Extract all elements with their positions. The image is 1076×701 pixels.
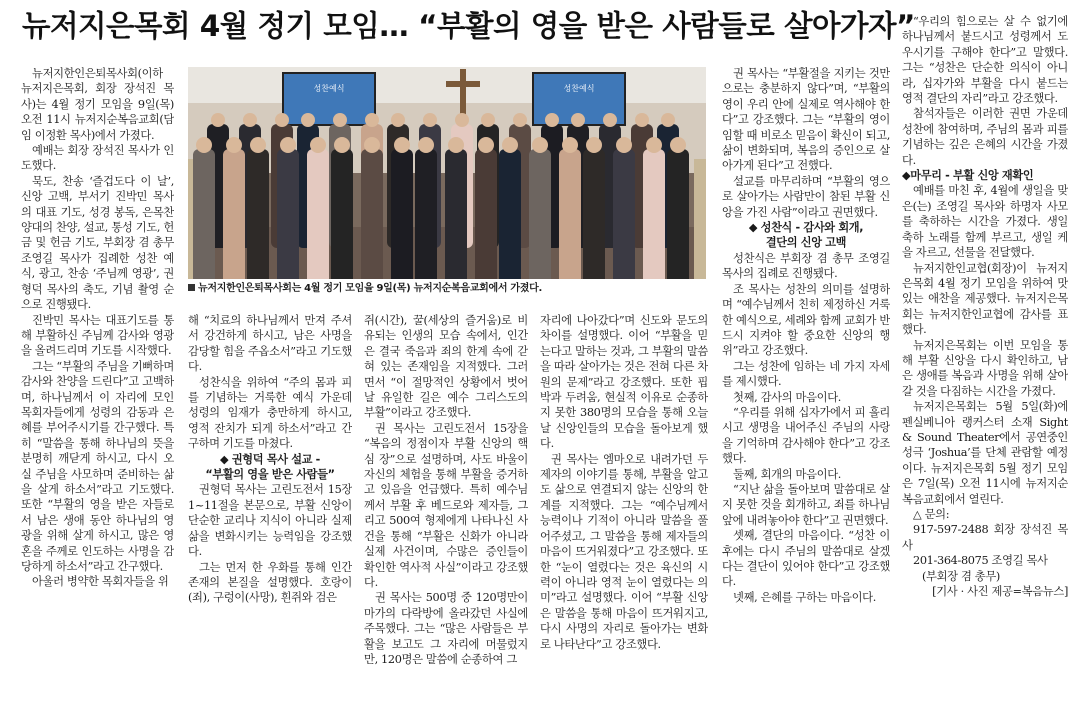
person-head <box>513 113 527 127</box>
article-paragraph: 권 목사는 500명 중 120명만이 마가의 다락방에 올라갔던 사실에 주목했다. 그는 “많은 사람들은 부활을 보고도 그 자리에 머물렀지만, 120명은 말씀에 순종하여 그 <box>364 591 528 666</box>
article-paragraph: 그는 먼저 한 우화를 통해 인간 존재의 본질을 설명했다. 호랑이(죄), 구렁이(사망), 흰쥐와 검은 <box>188 560 352 605</box>
article-paragraph: 권형덕 목사는 고린도전서 15장 1~11절을 본문으로, 부활 신앙이 단순한 교리나 지식이 아니라 실제 삶을 변화시키는 능력임을 강조했다. <box>188 483 352 559</box>
caption-square-icon <box>188 284 195 291</box>
person-head <box>571 113 585 127</box>
person-head <box>310 137 326 153</box>
photo-caption-text: 뉴저지한인은퇴목사회는 4월 정기 모임을 9일(목) 뉴저지순복음교회에서 가졌다. <box>198 283 542 294</box>
person-figure <box>445 149 467 279</box>
person-head <box>616 137 632 153</box>
screen-left-text: 성찬예식 <box>313 84 345 93</box>
article-paragraph: (부회장 겸 총무) <box>922 569 1000 583</box>
article-paragraph: 성찬식은 부회장 겸 총무 조영길 목사의 집례로 진행됐다. <box>722 251 890 281</box>
person-head <box>448 137 464 153</box>
article-paragraph: “지난 삶을 돌아보며 말씀대로 살지 못한 것을 회개하고, 죄를 하나님 앞에 내려놓아야 한다”고 권면했다. <box>722 482 890 527</box>
article-paragraph: “우리를 위해 십자가에서 피 흘리시고 생명을 내어주신 주님의 사랑을 기억하며 감사해야 한다”고 강조했다. <box>722 405 890 466</box>
person-head <box>301 113 315 127</box>
article-paragraph: 첫째, 감사의 마음이다. <box>733 390 842 404</box>
person-figure <box>475 149 497 279</box>
article-paragraph: 예배는 회장 장석진 목사가 인도했다. <box>21 144 174 173</box>
article-paragraph: 넷째, 은혜를 구하는 마음이다. <box>733 590 876 604</box>
person-head <box>243 113 257 127</box>
person-figure <box>583 149 605 279</box>
article-paragraph: 예배를 마친 후, 4월에 생일을 맞은(는) 조영길 목사와 하명자 사모를 축하하는 시간을 가졌다. 생일 축하 노래를 함께 부르고, 생일 케 을 자르고, 선물을 전달했다. <box>902 184 1068 260</box>
person-head <box>226 137 242 153</box>
person-head <box>280 137 296 153</box>
person-head <box>562 137 578 153</box>
article-column-3 <box>364 313 528 698</box>
person-head <box>635 113 649 127</box>
article-paragraph: 아울러 병약한 목회자들을 위 <box>32 575 169 589</box>
article-paragraph: 둘째, 회개의 마음이다. <box>733 467 842 481</box>
section-subheading: 결단의 신앙 고백 <box>765 236 847 250</box>
person-head <box>455 113 469 127</box>
person-figure <box>529 149 551 279</box>
projection-screen-left <box>283 73 375 125</box>
person-figure <box>643 149 665 279</box>
person-head <box>391 113 405 127</box>
person-figure <box>391 149 413 279</box>
screen-right-text: 성찬예식 <box>563 84 595 93</box>
article-paragraph: 자리에 나아갔다”며 신도와 문도의 차이를 설명했다. 이어 “부활을 믿는다고 말하는 것과, 그 부활의 말씀을 따라 살아가는 것은 전혀 다른 차원의 문제”라고 강조했다. 또한 핍박과 두려움, 현실적 이유로 순종하지 못한 380명의 모습을 통해 오늘날 신앙인들의 모습을 돌아보게 했다. <box>540 314 708 451</box>
article-paragraph: 201-364-8075 조영길 목사 <box>913 554 1048 568</box>
person-head <box>502 137 518 153</box>
article-paragraph: 그는 “부활의 주님을 기뻐하며 감사와 찬양을 드린다”고 고백하며, 하나님께서 이 자리에 모인 목회자들에게 성령의 감동과 은혜를 부어주시기를 간구했다. 특히 “말씀을 통해 하나님의 뜻을 분명히 깨닫게 하시고, 다시 오실 주님을 사모하며 준비하는 삶을 살게 하소서”라고 기도했다. 또한 “부활의 영을 받은 자들로서 남은 생애 동안 하나님의 영광을 위해 살게 하시고, 많은 영혼을 주께로 인도하는 사명을 감당하게 하소서”라고 간구했다. <box>21 359 174 573</box>
article-paragraph: 참석자들은 이러한 권면 가운데 성찬에 참여하며, 주님의 몸과 피를 기념하는 깊은 은혜의 시간을 가졌다. <box>902 107 1068 167</box>
person-figure <box>307 149 329 279</box>
person-head <box>670 137 686 153</box>
person-head <box>646 137 662 153</box>
person-head <box>586 137 602 153</box>
person-head <box>532 137 548 153</box>
person-head <box>418 137 434 153</box>
article-paragraph: 뉴저지한인은퇴목사회(이하 뉴저지은목회, 회장 장석진 목사)는 4월 정기 모임을 9일(목) 오전 11시 뉴저지순복음교회(담임 이정환 목사)에서 가졌다. <box>21 67 174 142</box>
person-figure <box>667 149 689 279</box>
section-subheading: ◆마무리 - 부활 신앙 재확인 <box>902 169 1034 183</box>
article-paragraph: [기사 · 사진 제공=복음뉴스] <box>932 585 1068 599</box>
article-paragraph: “우리의 힘으로는 살 수 없기에 하나님께서 붙드시고 성령께서 도우시기를 구해야 한다”고 말했다. 그는 “성찬은 단순한 의식이 아니라, 십자가와 부활을 다시 붙드는 영적 결단의 자리”라고 강조했다. <box>902 15 1068 106</box>
article-headline: 뉴저지은목회 4월 정기 모임… “부활의 영을 받은 사람들로 살아가자” <box>22 9 915 43</box>
person-head <box>196 137 212 153</box>
person-figure <box>331 149 353 279</box>
article-column-2 <box>188 313 352 698</box>
person-head <box>364 137 380 153</box>
person-figure <box>499 149 521 279</box>
article-paragraph: 성찬식을 위하여 “주의 몸과 피를 기념하는 거룩한 예식 가운데 성령의 임재가 충만하게 하시고, 영적 잔치가 되게 하소서”라고 간구하며 기도를 마쳤다. <box>188 375 352 451</box>
person-head <box>334 137 350 153</box>
person-head <box>481 113 495 127</box>
article-paragraph: 917-597-2488 회장 장석진 목사 <box>902 523 1068 552</box>
article-photo <box>188 67 706 279</box>
article-paragraph: 권 목사는 엠마오로 내려가던 두 제자의 이야기를 통해, 부활을 알고도 삶으로 연결되지 않는 신앙의 한계를 지적했다. 그는 “예수님께서 능력이나 기적이 아니라 말씀을 풀어주셨고, 그 말씀을 통해 제자들의 마음이 뜨거워졌다”고 강조했다. 또한 “눈이 열렸다는 것은 육신의 시력이 아니라 영적 눈이 열렸다는 의미”라고 설명했다. 이어 “부활 신앙은 말씀을 통해 마음이 뜨거워지고, 다시 사명의 자리로 돌아가는 변화로 나타난다”고 강조했다. <box>540 452 708 651</box>
article-paragraph: 뉴저지은목회는 5월 5일(화)에 펜실베니아 랭커스터 소재 Sight & Sound Theater에서 공연중인 성극 ‘Joshua’를 단체 관람할 예정이다. 뉴저지은목회 5월 정기 모임은 7일(목) 오전 11시에 뉴저지순복음교회에서 열린다. <box>902 400 1068 506</box>
person-head <box>211 113 225 127</box>
person-figure <box>193 149 215 279</box>
article-paragraph: 쥐(시간), 꿀(세상의 즐거움)로 비유되는 인생의 모습 속에서, 인간은 결국 죽음과 죄의 한계 속에 갇혀 있는 존재임을 지적했다. 그러면서 “이 절망적인 상황에서 벗어날 유일한 길은 예수 그리스도의 부활”이라고 강조했다. <box>364 314 528 420</box>
person-figure <box>559 149 581 279</box>
person-head <box>545 113 559 127</box>
person-figure <box>277 149 299 279</box>
person-head <box>275 113 289 127</box>
person-figure <box>613 149 635 279</box>
person-head <box>394 137 410 153</box>
person-figure <box>415 149 437 279</box>
article-column-5 <box>722 66 890 696</box>
person-head <box>661 113 675 127</box>
article-paragraph: 뉴저지한인교협(회장)이 뉴저지은목회 4월 정기 모임을 위하여 맛있는 애찬을 제공했다. 뉴저지은목회는 뉴저지한인교협에 감사를 표했다. <box>902 261 1068 337</box>
article-column-1 <box>21 66 174 696</box>
person-head <box>603 113 617 127</box>
article-paragraph: 해 “치료의 하나님께서 만져 주셔서 강건하게 하시고, 남은 사명을 감당할 힘을 주옵소서”라고 기도했다. <box>188 314 352 374</box>
person-head <box>478 137 494 153</box>
article-column-6 <box>902 14 1068 698</box>
section-subheading: ◆ 권형덕 목사 설교 - <box>220 452 320 466</box>
person-head <box>333 113 347 127</box>
article-paragraph: 권 목사는 고린도전서 15장을 “복음의 정점이자 부활 신앙의 핵심 장”으로 설명하며, 사도 바울이 자신의 체험을 통해 부활을 증거하고 있음을 언급했다. 특히 예수님께서 부활 후 베드로와 제자들, 그리고 500여 형제에게 나타나신 사건을 통해 “부활은 신화가 아니라 실제 사건이며, 수많은 증인들이 확인한 역사적 사실”이라고 강조했다. <box>364 421 528 589</box>
article-paragraph: 설교를 마무리하며 “부활의 영으로 살아가는 사람만이 참된 부활 신앙을 가진 사람”이라고 권면했다. <box>722 174 890 219</box>
section-subheading: ◆ 성찬식 - 감사와 회개, <box>748 221 864 235</box>
person-figure <box>247 149 269 279</box>
person-figure <box>361 149 383 279</box>
group-photo-image <box>188 67 706 279</box>
article-column-4 <box>540 313 708 698</box>
article-paragraph: 조 목사는 성찬의 의미를 설명하며 “예수님께서 친히 제정하신 거룩한 예식으로, 세례와 함께 교회가 반드시 지켜야 할 중요한 신앙의 행위”라고 강조했다. <box>722 282 890 358</box>
photo-caption <box>188 281 708 297</box>
person-figure <box>223 149 245 279</box>
person-head <box>423 113 437 127</box>
article-paragraph: 셋째, 결단의 마음이다. “성찬 이후에는 다시 주님의 말씀대로 살겠다는 결단이 있어야 한다”고 강조했다. <box>722 529 890 589</box>
article-paragraph: 그는 성찬에 임하는 네 가지 자세를 제시했다. <box>722 359 890 389</box>
article-paragraph: 뉴저지은목회는 이번 모임을 통해 부활 신앙을 다시 확인하고, 남은 생애를 복음과 사명을 위해 살아갈 것을 다짐하는 시간을 가졌다. <box>902 338 1068 398</box>
article-paragraph: 진박민 목사는 대표기도를 통해 부활하신 주님께 감사와 영광을 올려드리며 기도를 시작했다. <box>21 313 174 358</box>
person-head <box>250 137 266 153</box>
section-subheading: “부활의 영을 받은 사람들” <box>205 468 335 482</box>
article-paragraph: △ 문의: <box>913 508 950 521</box>
person-head <box>365 113 379 127</box>
article-paragraph: 권 목사는 “부활절을 지키는 것만으로는 충분하지 않다”며, “부활의 영이 우리 안에 실제로 역사해야 한다”고 강조했다. 그는 “부활의 영이 임할 때 비로소 믿음이 확신이 되고, 삶이 변화되며, 복음의 증인으로 살아가게 된다”고 전했다. <box>722 67 890 173</box>
article-paragraph: 묵도, 찬송 ‘즐겁도다 이 날’, 신앙 고백, 부서기 진박민 목사의 대표 기도, 성경 봉독, 은목찬양대의 찬양, 설교, 통성 기도, 헌금 및 헌금 기도, 부회장 겸 총무 조영길 목사가 집례한 성찬 예식, 광고, 찬송 ‘주님께 영광’, 권형덕 목사의 축도, 기념 촬영 순으로 진행됐다. <box>21 174 174 312</box>
